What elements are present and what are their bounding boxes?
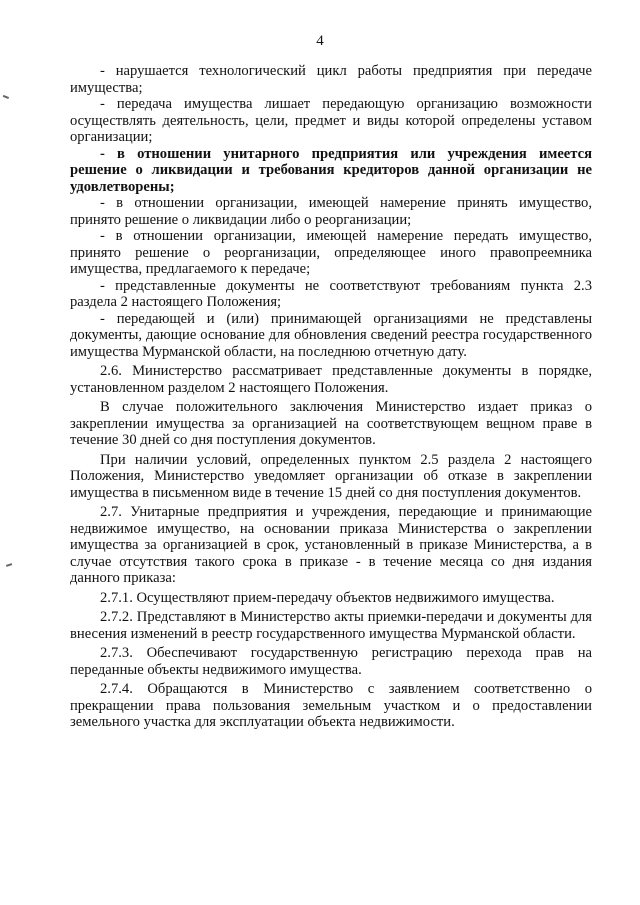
paragraph: При наличии условий, определенных пунктом 2.5 раздела 2 настоящего Положения, Министерство уведомляет организации об отказе в закреплении имущества в письменном виде в течение 15 дней со дня поступления документов.	[70, 451, 592, 501]
paragraph: 2.7.4. Обращаются в Министерство с заявлением соответственно о прекращении права пользования земельным участком и о предоставлении земельного участка для эксплуатации объекта недвижимости.	[70, 681, 592, 730]
list-item: - передающей и (или) принимающей организациями не представлены документы, дающие основание для обновления сведений реестра государственного имущества Мурманской области, на последнюю отчетную дату.	[70, 310, 592, 360]
paragraph: 2.7.3. Обеспечивают государственную регистрацию перехода прав на переданные объекты недвижимого имущества.	[70, 645, 592, 678]
page-number: 4	[316, 33, 324, 49]
margin-mark	[6, 563, 12, 566]
document-body	[70, 63, 592, 731]
paragraph: 2.6. Министерство рассматривает представленные документы в порядке, установленном разделом 2 настоящего Положения.	[70, 363, 592, 396]
list-item: - представленные документы не соответствуют требованиям пункта 2.3 раздела 2 настоящего Положения;	[70, 277, 592, 310]
list-item: - в отношении унитарного предприятия или учреждения имеется решение о ликвидации и требования кредиторов данной организации не удовлетворены;	[70, 145, 592, 195]
paragraph: 2.7. Унитарные предприятия и учреждения, передающие и принимающие недвижимое имущество, на основании приказа Министерства о закреплении имущества за организацией в срок, установленный в приказе Министерства, а в случае отсутствия такого срока в приказе - в течение месяца со дня издания данного приказа:	[70, 504, 592, 586]
paragraph: 2.7.2. Представляют в Министерство акты приемки-передачи и документы для внесения изменений в реестр государственного имущества Мурманской области.	[70, 609, 592, 642]
list-item: - в отношении организации, имеющей намерение передать имущество, принято решение о реорганизации, определяющее иного правопреемника имущества, предлагаемого к передаче;	[70, 228, 592, 277]
list-item: - нарушается технологический цикл работы предприятия при передаче имущества;	[70, 63, 592, 96]
margin-mark	[3, 95, 9, 99]
list-item: - передача имущества лишает передающую организацию возможности осуществлять деятельность, цели, предмет и виды которой определены уставом организации;	[70, 96, 592, 145]
paragraph: 2.7.1. Осуществляют прием-передачу объектов недвижимого имущества.	[100, 589, 555, 606]
paragraph: В случае положительного заключения Министерство издает приказ о закреплении имущества за организацией на соответствующем вещном праве в течение 30 дней со дня поступления документов.	[70, 399, 592, 448]
list-item: - в отношении организации, имеющей намерение принять имущество, принято решение о ликвидации либо о реорганизации;	[70, 195, 592, 228]
